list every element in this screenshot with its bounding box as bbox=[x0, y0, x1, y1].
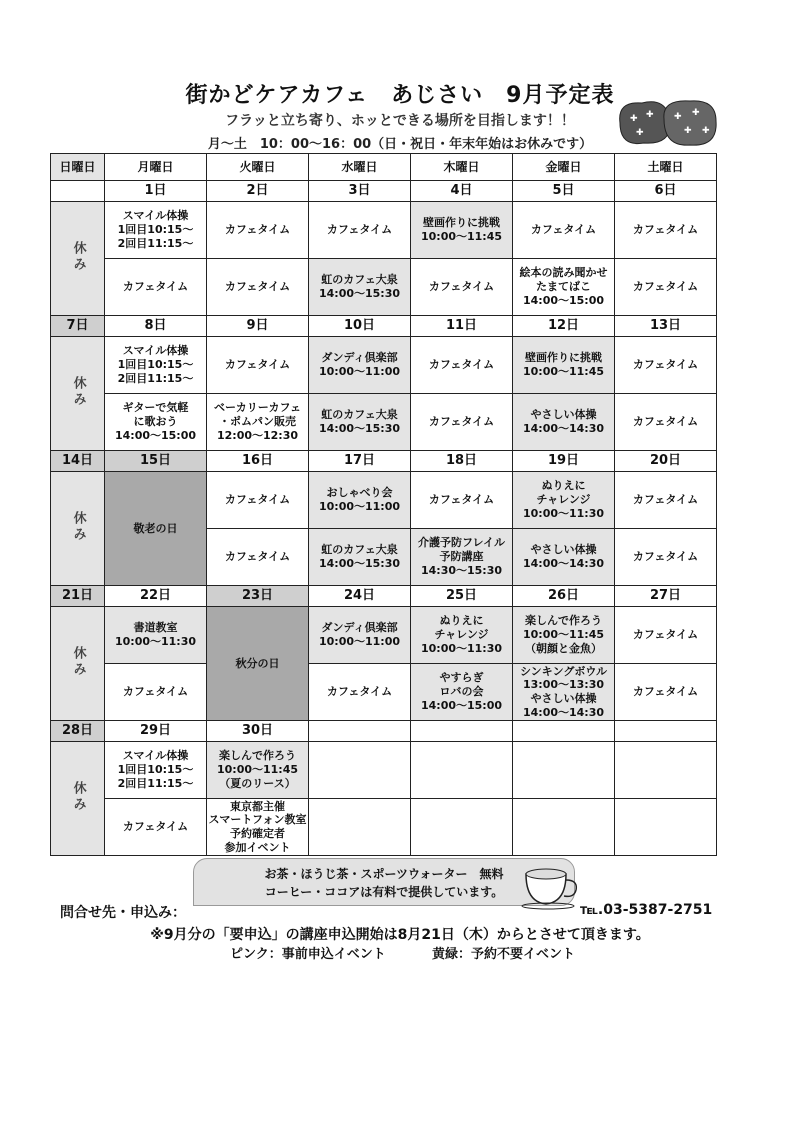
event-cell bbox=[513, 799, 615, 856]
schedule-row bbox=[51, 202, 717, 259]
date-cell: 28日 bbox=[51, 721, 105, 742]
event-cell: やさしい体操 14:00～14:30 bbox=[513, 529, 615, 586]
coffee-cup-icon bbox=[520, 858, 584, 910]
event-cell: 虹のカフェ大泉 14:00～15:30 bbox=[309, 529, 411, 586]
weekday-header-row bbox=[51, 154, 717, 181]
date-cell: 19日 bbox=[513, 451, 615, 472]
date-cell: 11日 bbox=[411, 316, 513, 337]
date-cell: 21日 bbox=[51, 586, 105, 607]
closed-label: 休み bbox=[70, 780, 86, 813]
event-cell: おしゃべり会 10:00～11:00 bbox=[309, 472, 411, 529]
svg-text:✚: ✚ bbox=[674, 112, 682, 122]
closed-label: 休み bbox=[70, 240, 86, 273]
event-cell: カフェタイム bbox=[615, 664, 717, 721]
event-cell: カフェタイム bbox=[411, 472, 513, 529]
date-row bbox=[51, 181, 717, 202]
date-cell: 20日 bbox=[615, 451, 717, 472]
event-cell: カフェタイム bbox=[615, 259, 717, 316]
date-cell bbox=[513, 721, 615, 742]
event-cell: カフェタイム bbox=[615, 337, 717, 394]
weekday-header: 月曜日 bbox=[105, 154, 207, 181]
event-cell: 虹のカフェ大泉 14:00～15:30 bbox=[309, 259, 411, 316]
event-cell bbox=[309, 742, 411, 799]
svg-text:✚: ✚ bbox=[630, 114, 638, 124]
svg-text:✚: ✚ bbox=[646, 110, 654, 120]
svg-text:✚: ✚ bbox=[636, 128, 644, 138]
date-row bbox=[51, 316, 717, 337]
page-title: 街かどケアカフェ あじさい 9月予定表 bbox=[185, 83, 615, 108]
event-cell: シンキングボウル 13:00～13:30 やさしい体操 14:00～14:30 bbox=[513, 664, 615, 721]
date-cell: 18日 bbox=[411, 451, 513, 472]
event-cell: カフェタイム bbox=[105, 799, 207, 856]
date-cell: 13日 bbox=[615, 316, 717, 337]
date-cell bbox=[615, 721, 717, 742]
event-cell: カフェタイム bbox=[105, 259, 207, 316]
event-cell: 楽しんで作ろう 10:00～11:45 （朝顔と金魚） bbox=[513, 607, 615, 664]
date-cell: 17日 bbox=[309, 451, 411, 472]
event-cell: スマイル体操 1回目10:15～ 2回目11:15～ bbox=[105, 202, 207, 259]
date-cell: 9日 bbox=[207, 316, 309, 337]
date-cell bbox=[51, 181, 105, 202]
opening-hours: 月～土 10：00～16：00（日・祝日・年末年始はお休みです） bbox=[207, 137, 593, 152]
event-cell bbox=[411, 742, 513, 799]
date-cell: 24日 bbox=[309, 586, 411, 607]
closed-sunday-cell bbox=[51, 607, 105, 721]
date-cell: 6日 bbox=[615, 181, 717, 202]
date-cell: 4日 bbox=[411, 181, 513, 202]
legend-pink: ピンク：事前申込イベント bbox=[230, 947, 386, 962]
date-cell: 22日 bbox=[105, 586, 207, 607]
date-cell: 12日 bbox=[513, 316, 615, 337]
event-cell bbox=[615, 799, 717, 856]
event-cell: カフェタイム bbox=[411, 337, 513, 394]
weekday-header: 木曜日 bbox=[411, 154, 513, 181]
holiday-cell: 秋分の日 bbox=[207, 607, 309, 721]
event-cell: ベーカリーカフェ ・ポムパン販売 12:00～12:30 bbox=[207, 394, 309, 451]
event-cell: ギターで気軽 に歌おう 14:00～15:00 bbox=[105, 394, 207, 451]
schedule-row bbox=[51, 742, 717, 799]
date-cell: 8日 bbox=[105, 316, 207, 337]
event-cell: やさしい体操 14:00～14:30 bbox=[513, 394, 615, 451]
schedule-row bbox=[51, 607, 717, 664]
date-cell: 25日 bbox=[411, 586, 513, 607]
event-cell: 楽しんで作ろう 10:00～11:45 （夏のリース） bbox=[207, 742, 309, 799]
date-cell: 15日 bbox=[105, 451, 207, 472]
svg-text:✚: ✚ bbox=[702, 126, 710, 136]
event-cell: スマイル体操 1回目10:15～ 2回目11:15～ bbox=[105, 742, 207, 799]
date-cell: 16日 bbox=[207, 451, 309, 472]
event-cell: ぬりえに チャレンジ 10:00～11:30 bbox=[411, 607, 513, 664]
date-cell: 7日 bbox=[51, 316, 105, 337]
holiday-cell: 敬老の日 bbox=[105, 472, 207, 586]
date-cell: 29日 bbox=[105, 721, 207, 742]
drinks-info-box bbox=[193, 858, 575, 906]
event-cell: 壁画作りに挑戦 10:00～11:45 bbox=[411, 202, 513, 259]
schedule-row bbox=[51, 259, 717, 316]
cushion-illustration-icon bbox=[612, 93, 722, 153]
schedule-row bbox=[51, 337, 717, 394]
closed-label: 休み bbox=[70, 375, 86, 408]
closed-sunday-cell bbox=[51, 337, 105, 451]
date-cell: 1日 bbox=[105, 181, 207, 202]
drinks-paid-text: コーヒー・ココアは有料で提供しています。 bbox=[264, 885, 504, 899]
schedule-row bbox=[51, 664, 717, 721]
event-cell: カフェタイム bbox=[513, 202, 615, 259]
drinks-free-text: お茶・ほうじ茶・スポーツウォーター 無料 bbox=[264, 867, 504, 881]
date-row bbox=[51, 721, 717, 742]
event-cell: カフェタイム bbox=[615, 607, 717, 664]
event-cell: スマイル体操 1回目10:15～ 2回目11:15～ bbox=[105, 337, 207, 394]
event-cell bbox=[615, 742, 717, 799]
event-cell: ぬりえに チャレンジ 10:00～11:30 bbox=[513, 472, 615, 529]
event-cell bbox=[309, 799, 411, 856]
weekday-header: 水曜日 bbox=[309, 154, 411, 181]
date-cell: 26日 bbox=[513, 586, 615, 607]
event-cell: 東京都主催 スマートフォン教室 予約確定者 参加イベント bbox=[207, 799, 309, 856]
phone-number: ℡.03-5387-2751 bbox=[580, 902, 713, 918]
event-cell: カフェタイム bbox=[207, 472, 309, 529]
closed-sunday-cell bbox=[51, 742, 105, 856]
event-cell: カフェタイム bbox=[615, 472, 717, 529]
event-cell: 書道教室 10:00～11:30 bbox=[105, 607, 207, 664]
schedule-row bbox=[51, 472, 717, 529]
event-cell: カフェタイム bbox=[207, 259, 309, 316]
event-cell: カフェタイム bbox=[309, 202, 411, 259]
date-cell: 14日 bbox=[51, 451, 105, 472]
closed-sunday-cell bbox=[51, 202, 105, 316]
event-cell: カフェタイム bbox=[207, 337, 309, 394]
date-cell bbox=[411, 721, 513, 742]
date-cell bbox=[309, 721, 411, 742]
contact-label: 問合せ先・申込み： bbox=[60, 905, 186, 921]
event-cell: カフェタイム bbox=[411, 259, 513, 316]
date-cell: 30日 bbox=[207, 721, 309, 742]
event-cell: 絵本の読み聞かせ たまてばこ 14:00～15:00 bbox=[513, 259, 615, 316]
date-cell: 10日 bbox=[309, 316, 411, 337]
event-cell: 壁画作りに挑戦 10:00～11:45 bbox=[513, 337, 615, 394]
schedule-row bbox=[51, 799, 717, 856]
event-cell: カフェタイム bbox=[615, 394, 717, 451]
event-cell: ダンディ倶楽部 10:00～11:00 bbox=[309, 337, 411, 394]
svg-text:✚: ✚ bbox=[692, 108, 700, 118]
closed-sunday-cell bbox=[51, 472, 105, 586]
event-cell: カフェタイム bbox=[615, 529, 717, 586]
date-cell: 5日 bbox=[513, 181, 615, 202]
schedule-row bbox=[51, 394, 717, 451]
date-row bbox=[51, 586, 717, 607]
page-subtitle: フラッと立ち寄り、ホッとできる場所を目指します！！ bbox=[225, 113, 575, 129]
svg-text:✚: ✚ bbox=[684, 126, 692, 136]
event-cell bbox=[513, 742, 615, 799]
event-cell: カフェタイム bbox=[207, 529, 309, 586]
event-cell: カフェタイム bbox=[207, 202, 309, 259]
date-row bbox=[51, 451, 717, 472]
event-cell: ダンディ倶楽部 10:00～11:00 bbox=[309, 607, 411, 664]
weekday-header: 金曜日 bbox=[513, 154, 615, 181]
date-cell: 27日 bbox=[615, 586, 717, 607]
event-cell: 虹のカフェ大泉 14:00～15:30 bbox=[309, 394, 411, 451]
registration-note: ※9月分の「要申込」の講座申込開始は8月21日（木）からとさせて頂きます。 bbox=[150, 927, 650, 943]
event-cell: カフェタイム bbox=[309, 664, 411, 721]
event-cell: カフェタイム bbox=[105, 664, 207, 721]
date-cell: 23日 bbox=[207, 586, 309, 607]
date-cell: 2日 bbox=[207, 181, 309, 202]
legend-green: 黄緑：予約不要イベント bbox=[432, 947, 576, 962]
weekday-header: 火曜日 bbox=[207, 154, 309, 181]
weekday-header: 日曜日 bbox=[51, 154, 105, 181]
event-cell: やすらぎ ロバの会 14:00～15:00 bbox=[411, 664, 513, 721]
event-cell: カフェタイム bbox=[615, 202, 717, 259]
event-cell bbox=[411, 799, 513, 856]
event-cell: 介護予防フレイル 予防講座 14:30～15:30 bbox=[411, 529, 513, 586]
date-cell: 3日 bbox=[309, 181, 411, 202]
weekday-header: 土曜日 bbox=[615, 154, 717, 181]
closed-label: 休み bbox=[70, 645, 86, 678]
closed-label: 休み bbox=[70, 510, 86, 543]
event-cell: カフェタイム bbox=[411, 394, 513, 451]
september-calendar bbox=[50, 153, 717, 856]
